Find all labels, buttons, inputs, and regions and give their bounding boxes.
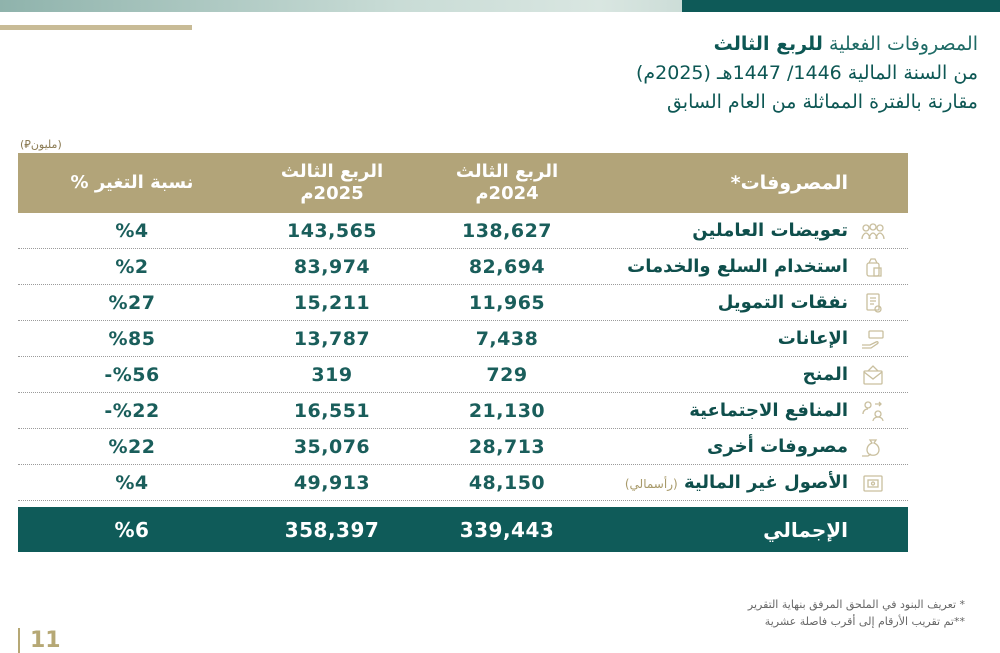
footnotes: [748, 596, 965, 630]
footnote-1: * تعريف البنود في الملحق المرفق بنهاية التقرير: [747, 598, 965, 611]
top-banner-accent: [682, 0, 1000, 12]
header-q3-2025: [246, 161, 418, 205]
other-expenses-icon: [860, 436, 886, 458]
total-q3-2024: 339,443: [459, 517, 555, 542]
page-heading: [278, 30, 978, 117]
page-number-divider: [18, 628, 20, 653]
row-label-main: الأصول غير المالية: [683, 472, 848, 493]
expenses-table: [18, 153, 908, 552]
header-expenses: المصروفات*: [730, 172, 848, 194]
row-label-sub: (رأسمالي): [624, 477, 678, 491]
row-label: مصروفات أخرى: [706, 436, 848, 457]
header-q3-2024: [418, 161, 596, 205]
cell-change: %22-: [104, 399, 160, 422]
cell-q3-2024: 28,713: [468, 435, 546, 458]
cell-q3-2024: 21,130: [468, 399, 546, 422]
table-row: [18, 213, 908, 249]
table-row: [18, 357, 908, 393]
row-label: الإعانات: [777, 328, 848, 349]
cell-change: %4: [115, 219, 149, 242]
cell-q3-2025: 15,211: [293, 291, 371, 314]
cell-q3-2025: 35,076: [293, 435, 371, 458]
unit-note: (مليون⃁): [20, 138, 62, 151]
table-header: [18, 153, 908, 213]
heading-line-3: مقارنة بالفترة المماثلة من العام السابق: [666, 91, 978, 113]
table-row: [18, 465, 908, 501]
header-q3-2024-line2: 2024م: [475, 183, 539, 204]
table-row: [18, 249, 908, 285]
row-label: تعويضات العاملين: [692, 220, 848, 241]
cell-q3-2025: 319: [311, 363, 353, 386]
heading-line-1-normal: المصروفات الفعلية: [822, 33, 978, 55]
table-row: [18, 285, 908, 321]
goods-services-icon: [860, 256, 886, 278]
row-label: نفقات التمويل: [717, 292, 848, 313]
cell-q3-2025: 49,913: [293, 471, 371, 494]
social-benefits-icon: [860, 400, 886, 422]
page-number: 11: [30, 628, 61, 653]
row-label: المنافع الاجتماعية: [689, 400, 848, 421]
cell-q3-2025: 83,974: [293, 255, 371, 278]
total-row: [18, 507, 908, 552]
gold-accent-line: [0, 25, 192, 30]
header-q3-2024-line1: الربع الثالث: [455, 161, 559, 182]
row-label: [625, 472, 848, 493]
header-q3-2025-line2: 2025م: [300, 183, 364, 204]
heading-line-2: من السنة المالية 1446/ 1447هـ (2025م): [635, 62, 978, 84]
footnote-2: **تم تقريب الأرقام إلى أقرب فاصلة عشرية: [764, 615, 965, 628]
row-label: المنح: [802, 364, 848, 385]
heading-line-1-bold: للربع الثالث: [713, 33, 823, 55]
cell-q3-2024: 729: [486, 363, 528, 386]
total-label: الإجمالي: [763, 517, 848, 542]
total-q3-2025: 358,397: [284, 517, 380, 542]
cell-q3-2024: 48,150: [468, 471, 546, 494]
cell-q3-2025: 13,787: [293, 327, 371, 350]
financing-icon: [860, 292, 886, 314]
cell-q3-2025: 16,551: [293, 399, 371, 422]
table-row: [18, 429, 908, 465]
cell-change: %27: [108, 291, 156, 314]
header-change: نسبة التغير %: [70, 172, 194, 193]
cell-q3-2024: 138,627: [461, 219, 553, 242]
cell-change: %2: [115, 255, 149, 278]
cell-change: %22: [108, 435, 156, 458]
subsidies-icon: [860, 328, 886, 350]
cell-q3-2024: 82,694: [468, 255, 546, 278]
total-change: %6: [114, 517, 150, 542]
table-row: [18, 321, 908, 357]
cell-change: %4: [115, 471, 149, 494]
cell-q3-2024: 7,438: [475, 327, 539, 350]
cell-q3-2024: 11,965: [468, 291, 546, 314]
grants-icon: [860, 364, 886, 386]
cell-q3-2025: 143,565: [286, 219, 378, 242]
employees-icon: [860, 220, 886, 242]
table-body: [18, 213, 908, 501]
non-financial-assets-icon: [860, 472, 886, 494]
header-q3-2025-line1: الربع الثالث: [280, 161, 384, 182]
cell-change: %56-: [104, 363, 160, 386]
row-label: استخدام السلع والخدمات: [627, 256, 848, 277]
table-row: [18, 393, 908, 429]
cell-change: %85: [108, 327, 156, 350]
heading-line-1: [278, 30, 978, 59]
